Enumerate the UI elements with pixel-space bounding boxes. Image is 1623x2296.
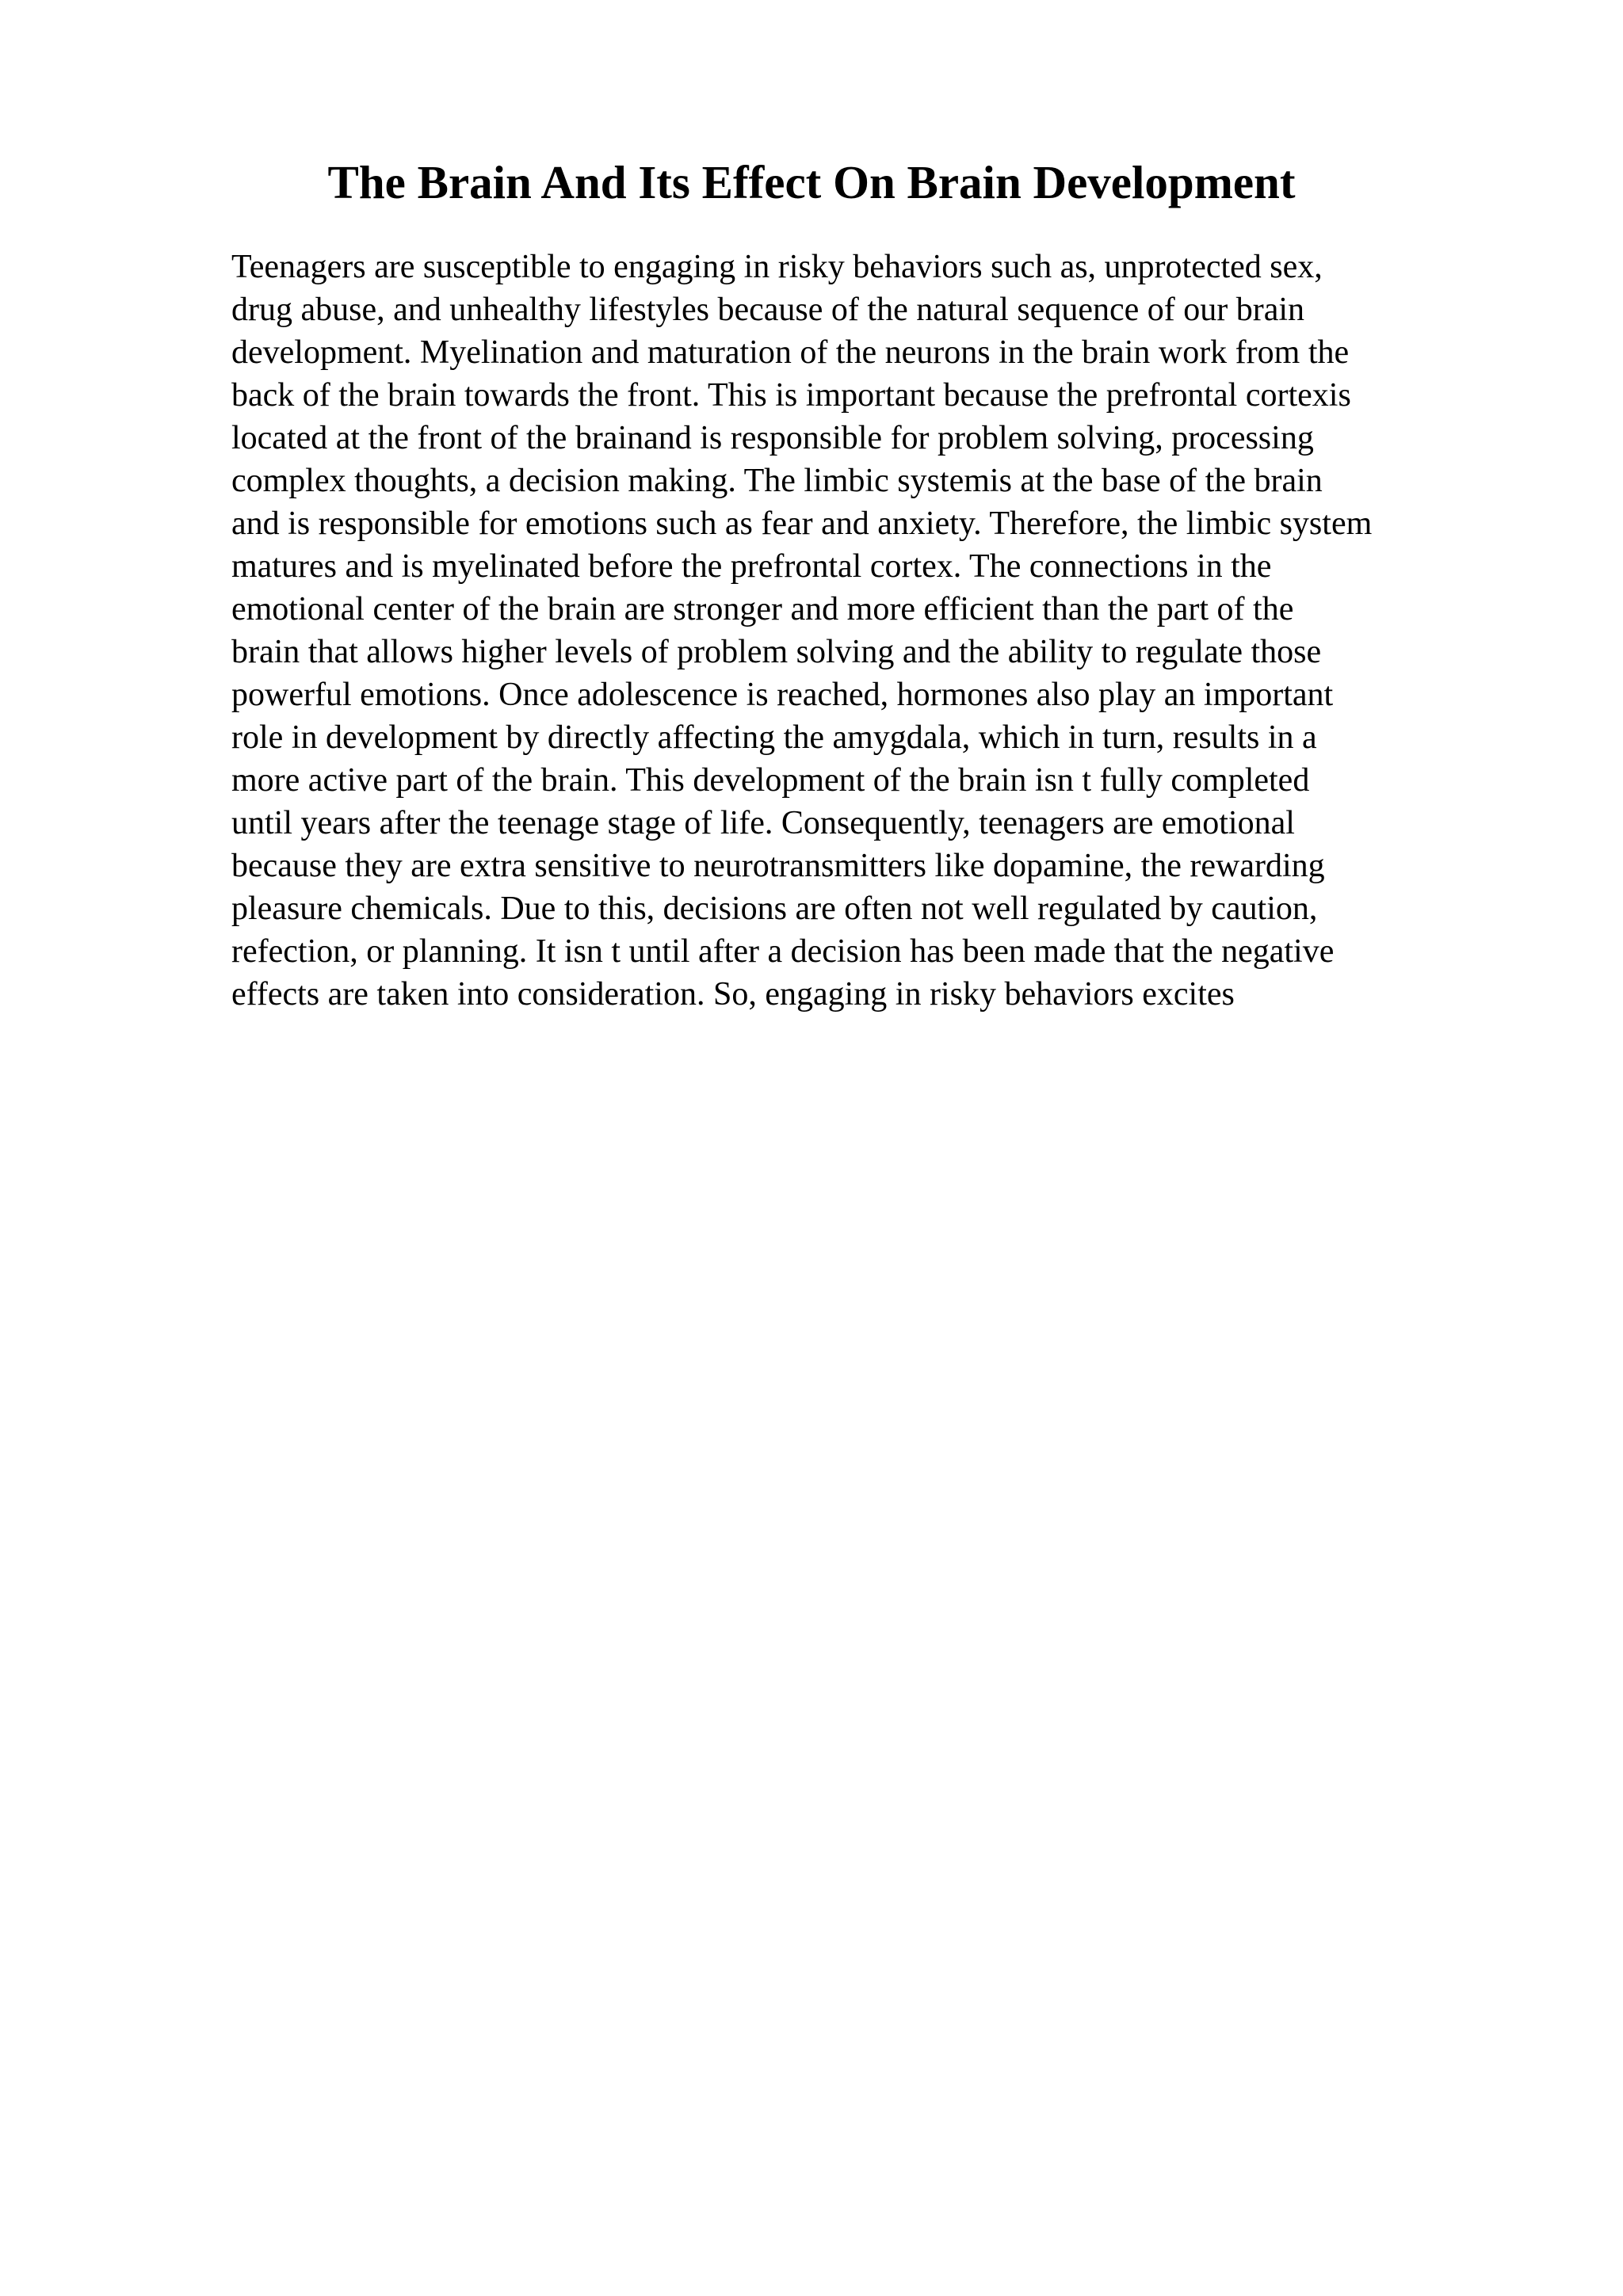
paragraph-line: brain that allows higher levels of problem solving and the ability to regulate those — [231, 634, 1322, 670]
page-title: The Brain And Its Effect On Brain Development — [327, 156, 1296, 208]
paragraph-line: emotional center of the brain are stronger and more efficient than the part of the — [231, 591, 1294, 627]
paragraph-line: Teenagers are susceptible to engaging in risky behaviors such as, unprotected sex, — [231, 249, 1323, 285]
paragraph-line: because they are extra sensitive to neurotransmitters like dopamine, the rewarding — [231, 848, 1325, 884]
paragraph-line: back of the brain towards the front. This is important because the prefrontal cortexis — [231, 377, 1351, 414]
paragraph-line: pleasure chemicals. Due to this, decisions are often not well regulated by caution, — [231, 891, 1318, 927]
paragraph-line: located at the front of the brainand is responsible for problem solving, processing — [231, 420, 1314, 456]
paragraph-line: complex thoughts, a decision making. The limbic systemis at the base of the brain — [231, 463, 1323, 499]
paragraph-line: matures and is myelinated before the prefrontal cortex. The connections in the — [231, 548, 1272, 585]
body-paragraph — [231, 246, 1531, 1016]
paragraph-line: development. Myelination and maturation of the neurons in the brain work from the — [231, 334, 1350, 371]
paragraph-line: effects are taken into consideration. So, engaging in risky behaviors excites — [231, 976, 1235, 1013]
paragraph-line: more active part of the brain. This development of the brain isn t fully completed — [231, 762, 1310, 799]
paragraph-line: drug abuse, and unhealthy lifestyles because of the natural sequence of our brain — [231, 292, 1305, 328]
paragraph-line: refection, or planning. It isn t until after a decision has been made that the negative — [231, 933, 1335, 970]
paragraph-line: and is responsible for emotions such as fear and anxiety. Therefore, the limbic system — [231, 505, 1373, 542]
paragraph-line: role in development by directly affecting the amygdala, which in turn, results in a — [231, 719, 1317, 756]
paragraph-line: until years after the teenage stage of life. Consequently, teenagers are emotional — [231, 805, 1295, 841]
paragraph-line: powerful emotions. Once adolescence is reached, hormones also play an important — [231, 677, 1334, 713]
